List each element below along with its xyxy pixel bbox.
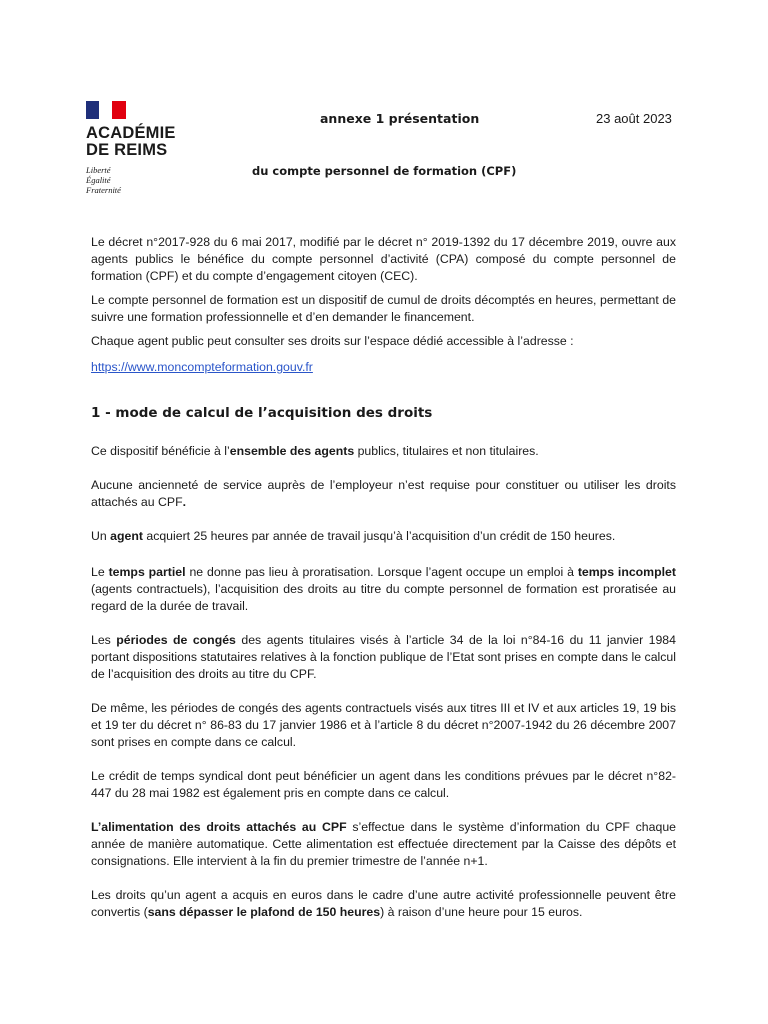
logo-motto — [86, 165, 186, 195]
moncompteformation-link[interactable]: https://www.moncompteformation.gouv.fr — [91, 360, 313, 374]
section-1-paragraph-2: Aucune ancienneté de service auprès de l’employeur n’est requise pour constituer ou utiliser les droits attachés au CPF. — [91, 478, 676, 509]
motto-fraternite: Fraternité — [86, 185, 121, 195]
logo-name-line2: DE REIMS — [86, 141, 168, 159]
section-1-paragraph-6: De même, les périodes de congés des agents contractuels visés aux titres III et IV et aux articles 19, 19 bis et 19 ter du décret n° 86-83 du 17 janvier 1986 et à l’article 8 du décret n°2007-1942 du 26 décembre 2007 sont prises en compte dans ce calcul. — [91, 701, 676, 749]
document-title: annexe 1 présentation — [320, 111, 480, 126]
section-1-paragraph-5: Les périodes de congés des agents titulaires visés à l’article 34 de la loi n°84-16 du 11 janvier 1984 portant dispositions statutaires relatives à la fonction publique de l’Etat sont prises en compte dans le calcul de l’acquisition des droits au titre du CPF. — [91, 633, 676, 681]
section-1-paragraph-3: Un agent acquiert 25 heures par année de travail jusqu’à l’acquisition d’un crédit de 150 heures. — [91, 529, 616, 543]
academie-reims-logo — [86, 101, 186, 195]
document-date: 23 août 2023 — [596, 111, 672, 126]
section-1-paragraph-9: Les droits qu’un agent a acquis en euros dans le cadre d’une autre activité professionnelle peuvent être convertis (sans dépasser le plafond de 150 heures) à raison d’une heure pour 15 euros. — [91, 888, 676, 919]
motto-liberte: Liberté — [86, 165, 111, 175]
logo-name-line1: ACADÉMIE — [86, 124, 176, 142]
section-1-paragraph-4: Le temps partiel ne donne pas lieu à proratisation. Lorsque l’agent occupe un emploi à temps incomplet (agents contractuels), l’acquisition des droits au titre du compte personnel de formation est proratisée au regard de la durée de travail. — [91, 565, 676, 613]
intro-paragraph-1: Le décret n°2017-928 du 6 mai 2017, modifié par le décret n° 2019-1392 du 17 décembre 2019, ouvre aux agents publics le bénéfice du compte personnel d’activité (CPA) composé du compte personnel de formation (CPF) et du compte d’engagement citoyen (CEC). — [91, 235, 676, 283]
section-1-paragraph-7: Le crédit de temps syndical dont peut bénéficier un agent dans les conditions prévues par le décret n°82-447 du 28 mai 1982 est également pris en compte dans ce calcul. — [91, 769, 676, 800]
section-1-paragraph-1: Ce dispositif bénéficie à l’ensemble des agents publics, titulaires et non titulaires. — [91, 444, 539, 458]
section-1-paragraph-8: L’alimentation des droits attachés au CPF s’effectue dans le système d’information du CPF chaque année de manière automatique. Cette alimentation est effectuée directement par la Caisse des dépôts et consignations. Elle intervient à la fin du premier trimestre de l’année n+1. — [91, 820, 676, 868]
document-subtitle: du compte personnel de formation (CPF) — [252, 164, 517, 178]
section-1-title: 1 - mode de calcul de l’acquisition des droits — [91, 405, 433, 421]
intro-paragraph-2: Le compte personnel de formation est un dispositif de cumul de droits décomptés en heures, permettant de suivre une formation professionnelle et d’en demander le financement. — [91, 293, 676, 324]
intro-paragraph-3: Chaque agent public peut consulter ses droits sur l’espace dédié accessible à l’adresse : — [91, 334, 574, 348]
motto-egalite: Égalité — [86, 175, 111, 185]
french-flag-icon — [86, 101, 126, 119]
